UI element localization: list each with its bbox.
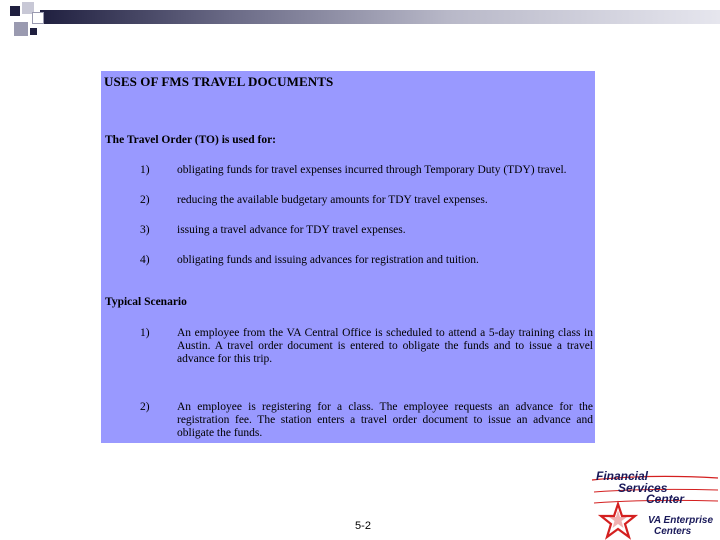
header-square-small bbox=[30, 28, 37, 35]
item-number: 1) bbox=[140, 164, 150, 176]
scenario-heading: Typical Scenario bbox=[105, 296, 187, 308]
item-text: obligating funds and issuing advances for registration and tuition. bbox=[177, 254, 479, 266]
financial-services-center-logo bbox=[590, 468, 720, 540]
item-text: An employee is registering for a class. The employee requests an advance for the registration fee. The station enters a travel order document to issue an advance and obligate the funds. bbox=[177, 401, 593, 439]
item-text: An employee from the VA Central Office is scheduled to attend a 5-day training class in Austin. A travel order document is entered to obligate the funds and to issue a travel advance for this trip. bbox=[177, 327, 593, 365]
logo-line2: Services bbox=[618, 481, 668, 495]
header-square-dark bbox=[10, 6, 20, 16]
item-number: 1) bbox=[140, 327, 150, 339]
travel-order-heading: The Travel Order (TO) is used for: bbox=[105, 134, 277, 146]
logo-line1: Financial bbox=[596, 469, 649, 483]
logo-line5: Centers bbox=[654, 526, 692, 537]
page-number: 5-2 bbox=[355, 520, 371, 532]
header-square-grey bbox=[14, 22, 28, 36]
logo-line3: Center bbox=[646, 492, 685, 506]
document-panel bbox=[101, 71, 595, 443]
header-gradient-bar bbox=[40, 10, 720, 24]
item-number: 4) bbox=[140, 254, 150, 266]
document-title: USES OF FMS TRAVEL DOCUMENTS bbox=[104, 74, 334, 89]
slide-header-decoration bbox=[0, 0, 720, 48]
item-text: issuing a travel advance for TDY travel expenses. bbox=[177, 224, 406, 236]
item-number: 2) bbox=[140, 401, 150, 413]
item-number: 2) bbox=[140, 194, 150, 206]
header-square-outline bbox=[32, 12, 44, 24]
item-text: reducing the available budgetary amounts for TDY travel expenses. bbox=[177, 194, 488, 206]
logo-line4: VA Enterprise bbox=[648, 515, 714, 526]
item-number: 3) bbox=[140, 224, 150, 236]
item-text: obligating funds for travel expenses incurred through Temporary Duty (TDY) travel. bbox=[177, 164, 567, 176]
